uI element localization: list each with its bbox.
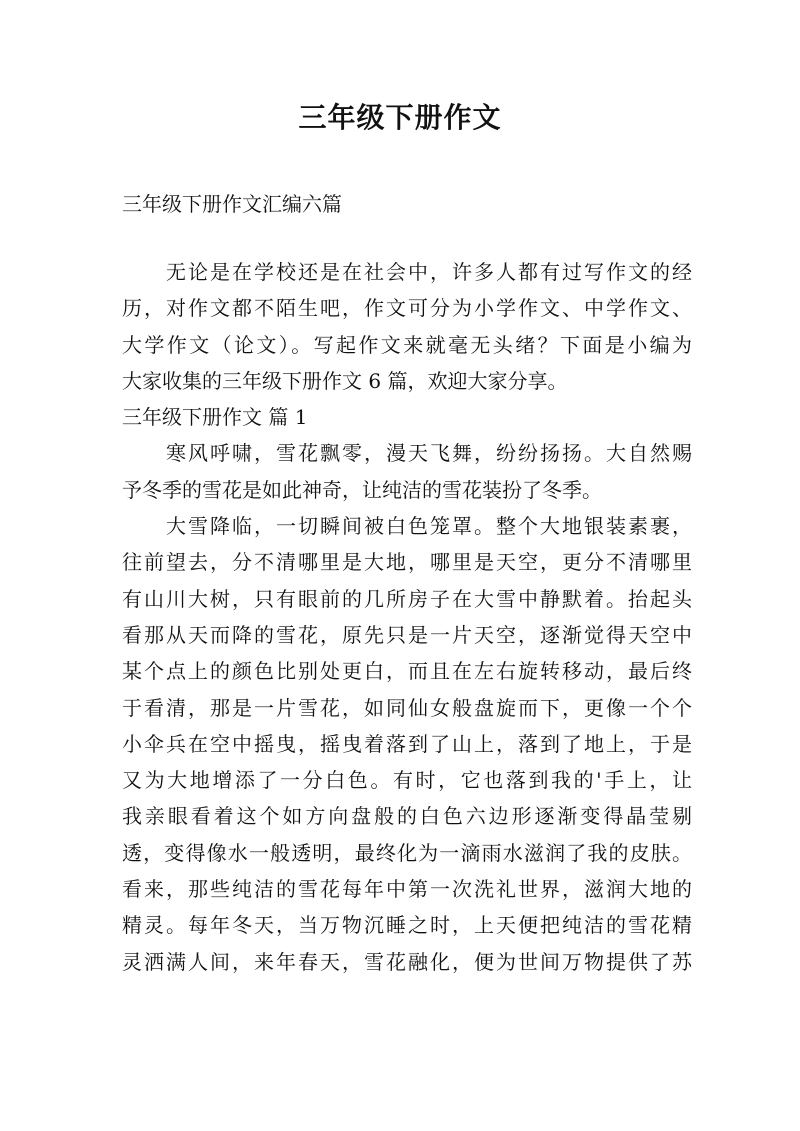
body-text-line: 透，变得像水一般透明，最终化为一滴雨水滋润了我的皮肤。 [122, 840, 692, 865]
body-text-line: 小伞兵在空中摇曳，摇曳着落到了山上，落到了地上，于是 [122, 731, 692, 756]
body-text-line: 往前望去，分不清哪里是大地，哪里是天空，更分不清哪里 [122, 550, 692, 575]
document-subtitle: 三年级下册作文汇编六篇 [122, 192, 342, 216]
body-text-line: 予冬季的雪花是如此神奇，让纯洁的雪花装扮了冬季。 [122, 477, 602, 502]
body-text-line: 于看清，那是一片雪花，如同仙女般盘旋而下，更像一个个 [122, 695, 692, 720]
body-text-line: 无论是在学校还是在社会中，许多人都有过写作文的经 [166, 260, 692, 284]
body-text-line: 历，对作文都不陌生吧，作文可分为小学作文、中学作文、 [122, 296, 692, 321]
document-title: 三年级下册作文 [298, 101, 502, 134]
body-text-line: 大雪降临，一切瞬间被白色笼罩。整个大地银装素裹， [166, 514, 692, 539]
body-text-line: 看那从天而降的雪花，原先只是一片天空，逐渐觉得天空中 [122, 622, 692, 647]
body-text-line: 有山川大树，只有眼前的几所房子在大雪中静默着。抬起头 [122, 586, 692, 611]
body-text-line: 灵洒满人间，来年春天，雪花融化，便为世间万物提供了苏 [122, 949, 692, 974]
body-text-line: 精灵。每年冬天，当万物沉睡之时，上天便把纯洁的雪花精 [122, 913, 692, 938]
body-text-line: 看来，那些纯洁的雪花每年中第一次洗礼世界，滋润大地的 [122, 877, 692, 902]
body-text-line: 我亲眼看着这个如方向盘般的白色六边形逐渐变得晶莹剔 [122, 804, 692, 829]
body-text-line: 三年级下册作文 篇 1 [122, 405, 308, 430]
body-text-line: 大家收集的三年级下册作文 6 篇，欢迎大家分享。 [122, 368, 568, 393]
body-text-line: 又为大地增添了一分白色。有时，它也落到我的'手上，让 [122, 768, 692, 793]
body-text-line: 大学作文（论文）。写起作文来就毫无头绪？下面是小编为 [122, 332, 692, 357]
document-body [122, 254, 692, 980]
body-text-line: 寒风呼啸，雪花飘零，漫天飞舞，纷纷扬扬。大自然赐 [166, 441, 692, 466]
body-text-line: 某个点上的颜色比别处更白，而且在左右旋转移动，最后终 [122, 659, 692, 684]
